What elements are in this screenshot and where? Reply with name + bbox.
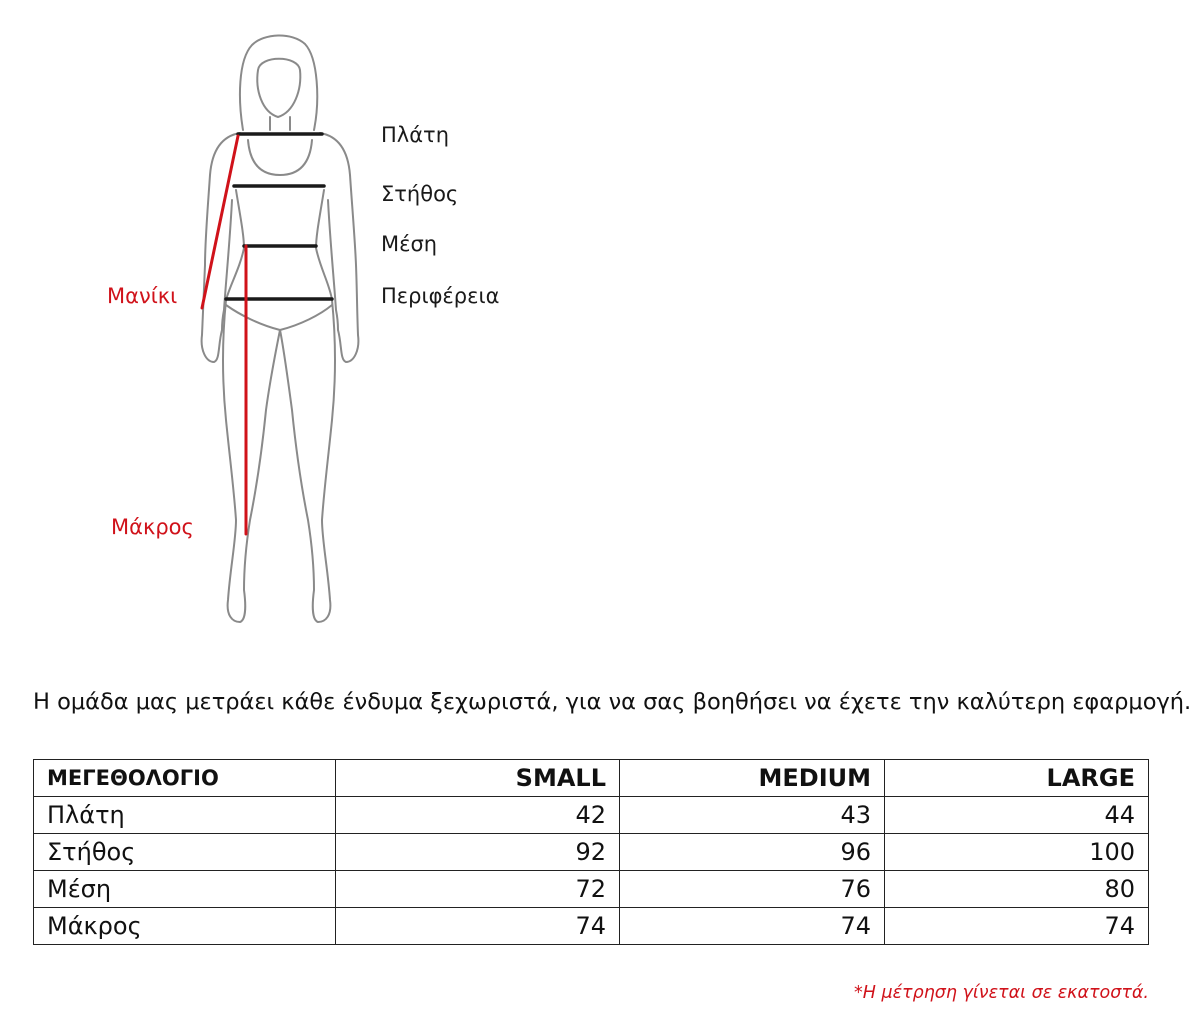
cell-shoulders-medium: 43	[620, 797, 885, 834]
measurement-figure	[0, 0, 620, 640]
label-length: Μάκρος	[111, 515, 194, 539]
row-label-chest: Στήθος	[34, 834, 336, 871]
intro-text: Η ομάδα μας μετράει κάθε ένδυμα ξεχωριστά, για να σας βοηθήσει να έχετε την καλύτερη εφαρμογή.	[33, 689, 1192, 715]
body-outline-illustration	[0, 0, 620, 640]
table-row	[34, 871, 1149, 908]
cell-waist-small: 72	[336, 871, 620, 908]
label-chest: Στήθος	[381, 182, 459, 206]
table-row	[34, 834, 1149, 871]
label-sleeve: Μανίκι	[107, 284, 178, 308]
table-header-row	[34, 760, 1149, 797]
header-size-chart: ΜΕΓΕΘΟΛΟΓΙΟ	[34, 760, 336, 797]
cell-chest-medium: 96	[620, 834, 885, 871]
header-medium: MEDIUM	[620, 760, 885, 797]
size-chart-table	[33, 759, 1149, 945]
cell-chest-large: 100	[885, 834, 1149, 871]
table-row	[34, 797, 1149, 834]
measurement-note: *Η μέτρηση γίνεται σε εκατοστά.	[853, 983, 1149, 1003]
row-label-shoulders: Πλάτη	[34, 797, 336, 834]
cell-waist-medium: 76	[620, 871, 885, 908]
cell-length-large: 74	[885, 908, 1149, 945]
label-hips: Περιφέρεια	[381, 284, 500, 308]
cell-chest-small: 92	[336, 834, 620, 871]
label-waist: Μέση	[381, 232, 438, 256]
header-large: LARGE	[885, 760, 1149, 797]
header-small: SMALL	[336, 760, 620, 797]
cell-shoulders-small: 42	[336, 797, 620, 834]
row-label-waist: Μέση	[34, 871, 336, 908]
cell-waist-large: 80	[885, 871, 1149, 908]
table-row	[34, 908, 1149, 945]
cell-length-small: 74	[336, 908, 620, 945]
label-shoulders: Πλάτη	[381, 123, 450, 147]
cell-shoulders-large: 44	[885, 797, 1149, 834]
row-label-length: Μάκρος	[34, 908, 336, 945]
cell-length-medium: 74	[620, 908, 885, 945]
